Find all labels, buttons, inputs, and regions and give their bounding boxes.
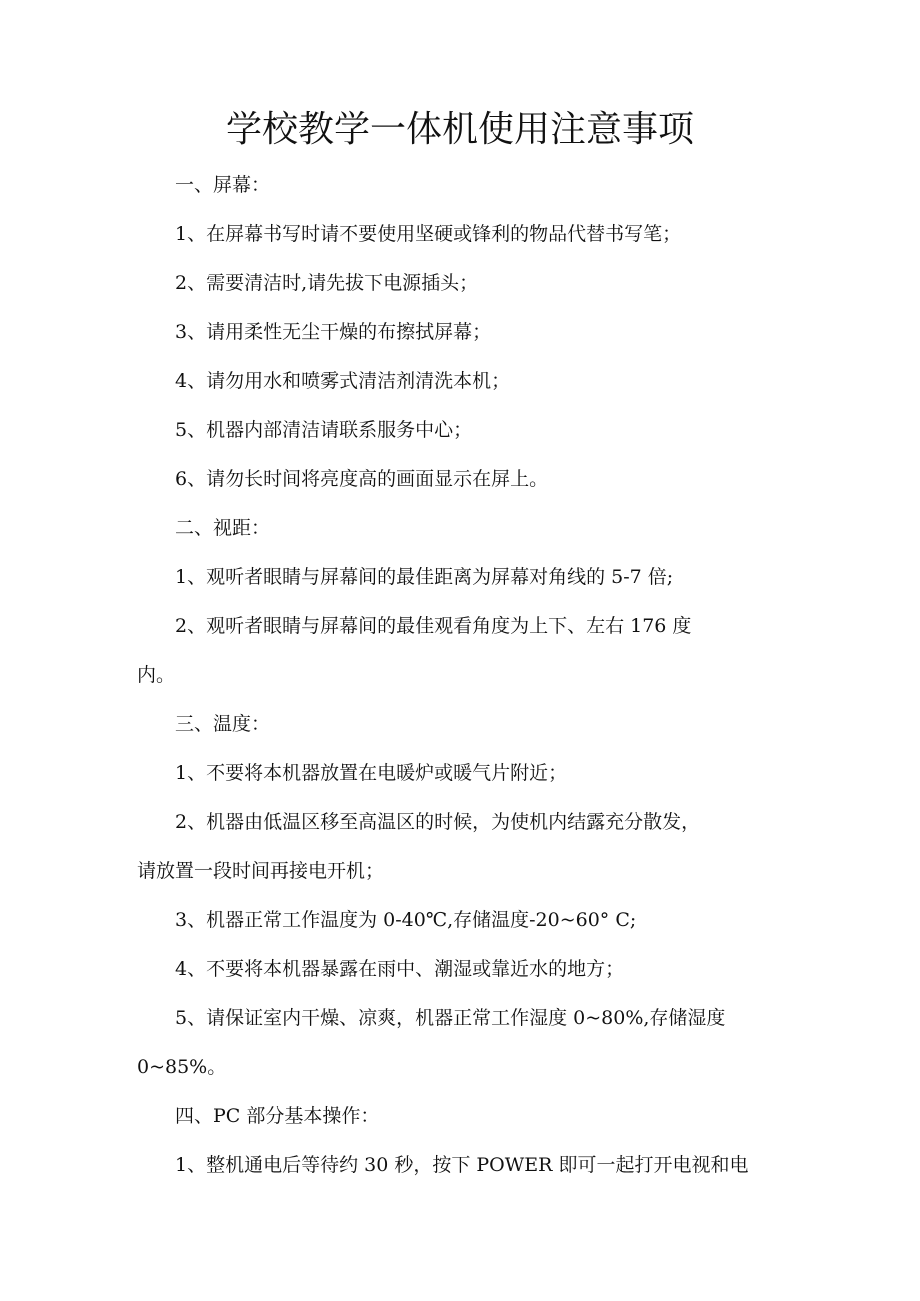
document-line: 5、请保证室内干燥、凉爽，机器正常工作湿度 0~80%,存储湿度 [175, 1007, 726, 1029]
document-line: 3、请用柔性无尘干燥的布擦拭屏幕； [175, 321, 492, 343]
document-line: 1、观听者眼睛与屏幕间的最佳距离为屏幕对角线的 5-7 倍; [175, 566, 674, 588]
document-line: 四、PC 部分基本操作： [175, 1105, 380, 1127]
document-line: 请放置一段时间再接电开机； [137, 860, 385, 882]
document-line: 3、机器正常工作温度为 0-40℃,存储温度-20~60° C; [175, 909, 637, 931]
document-line: 6、请勿长时间将亮度高的画面显示在屏上。 [175, 468, 549, 490]
document-line: 4、请勿用水和喷雾式清洁剂清洗本机； [175, 370, 511, 392]
document-line: 2、观听者眼睛与屏幕间的最佳观看角度为上下、左右 176 度 [175, 615, 692, 637]
document-line: 2、需要清洁时,请先拔下电源插头； [175, 272, 479, 294]
document-line: 0~85%。 [137, 1056, 227, 1078]
document-line: 二、视距： [175, 517, 271, 539]
document-line: 5、机器内部清洁请联系服务中心； [175, 419, 473, 441]
document-line: 一、屏幕： [175, 174, 271, 196]
document-body [137, 161, 787, 1190]
document-line: 1、整机通电后等待约 30 秒，按下 POWER 即可一起打开电视和电 [175, 1154, 749, 1176]
document-line: 内。 [137, 664, 176, 686]
document-line: 2、机器由低温区移至高温区的时候，为使机内结露充分散发， [175, 811, 701, 833]
document-line: 1、不要将本机器放置在电暖炉或暖气片附近； [175, 762, 568, 784]
document-line: 4、不要将本机器暴露在雨中、潮湿或靠近水的地方； [175, 958, 625, 980]
document-line: 三、温度： [175, 713, 271, 735]
document-title: 学校教学一体机使用注意事项 [225, 109, 694, 150]
document-line: 1、在屏幕书写时请不要使用坚硬或锋利的物品代替书写笔； [175, 223, 682, 245]
